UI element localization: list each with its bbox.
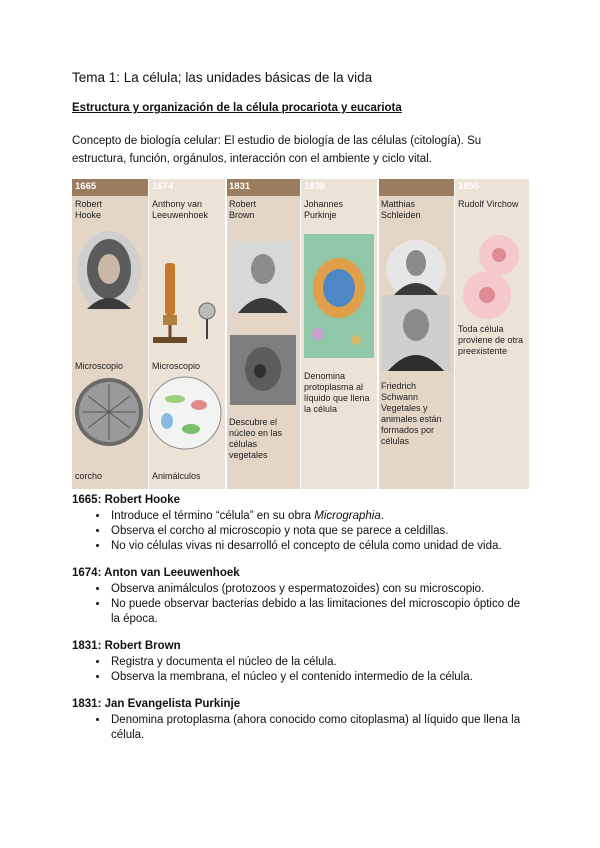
timeline-year: 1855 bbox=[458, 181, 480, 192]
timeline-caption: corcho bbox=[75, 471, 103, 481]
list-item: • Observa el corcho al microscopio y nota que se parece a celdillas. bbox=[109, 524, 532, 539]
timeline-scientist-name: Johannes Purkinje bbox=[304, 199, 344, 220]
section-title: 1665: Robert Hooke bbox=[72, 494, 181, 506]
list-item: • Introduce el término “célula” en su obra Micrographia. bbox=[109, 509, 532, 524]
timeline-caption: Microscopio bbox=[152, 361, 201, 371]
timeline-scientist-name: Anthony van Leeuwenhoek bbox=[152, 199, 209, 220]
section-title: 1831: Jan Evangelista Purkinje bbox=[72, 698, 241, 710]
section-leeuwenhoek bbox=[72, 567, 532, 627]
timeline-caption: Toda célula proviene de otra preexistente bbox=[458, 324, 524, 356]
schleiden-portrait-image bbox=[384, 239, 448, 299]
timeline-scientist-name: Matthias Schleiden bbox=[381, 199, 421, 220]
timeline-column-purkinje bbox=[301, 179, 379, 489]
list-item: • Registra y documenta el núcleo de la célula. bbox=[109, 655, 532, 670]
timeline-column-brown bbox=[226, 179, 302, 489]
cell-division-image bbox=[459, 231, 525, 323]
timeline-scientist-name: Robert Hooke bbox=[75, 199, 103, 220]
timeline-year: 1838 bbox=[304, 181, 326, 192]
timeline-caption: Denomina protoplasma al líquido que llena la célula bbox=[304, 371, 370, 414]
protoplasm-cell-image bbox=[304, 234, 374, 358]
timeline-scientist-name: Rudolf Virchow bbox=[458, 199, 519, 209]
section-hooke bbox=[72, 494, 532, 554]
cork-cells-image bbox=[74, 376, 144, 448]
page-title: Tema 1: La célula; las unidades básicas de la vida bbox=[72, 70, 373, 85]
section-title: 1674: Anton van Leeuwenhoek bbox=[72, 567, 240, 579]
section-brown bbox=[72, 640, 532, 685]
timeline-column-hooke bbox=[72, 179, 150, 489]
brown-portrait-image bbox=[232, 241, 294, 313]
timeline-caption: Descubre el núcleo en las células vegetales bbox=[229, 417, 283, 460]
animalcules-image bbox=[145, 375, 225, 451]
microscope-image bbox=[149, 259, 225, 351]
timeline-year: 1665 bbox=[75, 181, 97, 192]
section-heading: Estructura y organización de la célula procariota y eucariota bbox=[72, 102, 402, 114]
timeline-year: 1674 bbox=[152, 181, 174, 192]
intro-paragraph: Concepto de biología celular: El estudio de biología de las células (citología). Su estructura, función, orgánulos, interacción con el ambiente y ciclo vital. bbox=[72, 135, 482, 165]
timeline-caption: Animálculos bbox=[152, 471, 201, 481]
timeline-caption: Friedrich Schwann Vegetales y animales están formados por células bbox=[381, 381, 442, 446]
section-title: 1831: Robert Brown bbox=[72, 640, 181, 652]
list-item: • Observa animálculos (protozoos y espermatozoides) con su microscopio. bbox=[109, 582, 532, 597]
timeline-column-virchow bbox=[455, 179, 529, 489]
timeline-year: 1831 bbox=[229, 181, 251, 192]
timeline-scientist-name: Robert Brown bbox=[229, 199, 257, 220]
list-item: • No vio células vivas ni desarrolló el concepto de célula como unidad de vida. bbox=[109, 539, 532, 554]
schwann-portrait-image bbox=[382, 295, 450, 371]
cell-theory-timeline-figure bbox=[72, 179, 529, 489]
timeline-column-schleiden-schwann bbox=[378, 179, 456, 489]
list-item: • No puede observar bacterias debido a las limitaciones del microscopio óptico de la época. bbox=[109, 597, 532, 627]
hooke-portrait-image bbox=[75, 229, 143, 313]
timeline-caption: Microscopio bbox=[75, 361, 124, 371]
timeline-column-leeuwenhoek bbox=[149, 179, 227, 489]
list-item: • Observa la membrana, el núcleo y el contenido intermedio de la célula. bbox=[109, 670, 532, 685]
list-item: • Denomina protoplasma (ahora conocido como citoplasma) al líquido que llena la célula. bbox=[109, 713, 532, 743]
section-purkinje bbox=[72, 698, 532, 743]
plant-cell-nucleus-image bbox=[230, 335, 296, 405]
